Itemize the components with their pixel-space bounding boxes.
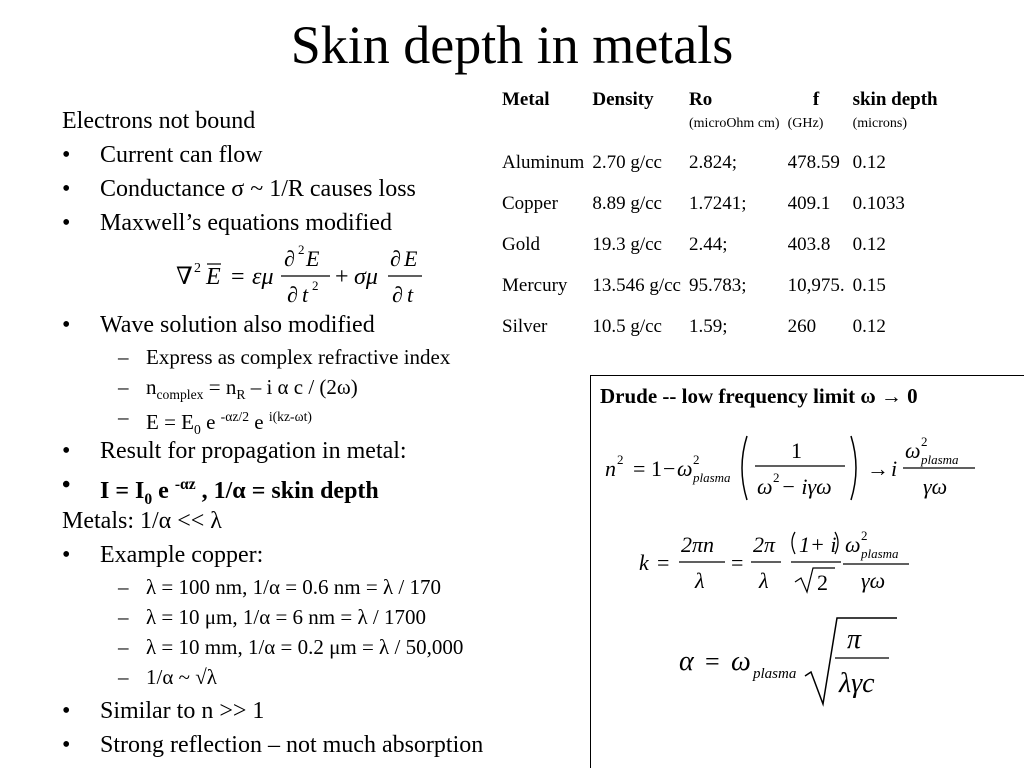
text-part: E = E	[146, 410, 194, 434]
bullet-marker: •	[62, 312, 71, 338]
eq-superscript: 2	[298, 242, 305, 257]
table-cell: 10.5 g/cc	[592, 315, 662, 337]
table-row	[498, 306, 942, 347]
drude-title: Drude -- low frequency limit ω → 0	[600, 384, 918, 408]
dash-marker: –	[118, 635, 129, 659]
text-part: – i α c / (2ω)	[245, 375, 358, 399]
eq-epsmu: εμ	[252, 264, 274, 290]
table-header: Density	[592, 89, 654, 110]
text-part: = n	[203, 375, 237, 399]
eq-superscript: 2	[617, 452, 624, 467]
eq-superscript: 2	[693, 452, 700, 467]
table-cell: 13.546 g/cc	[592, 274, 681, 296]
eq-sigmu: σμ	[354, 264, 378, 290]
text-part: n	[146, 375, 157, 399]
bullet-text: Current can flow	[100, 142, 263, 168]
sub-text: λ = 100 nm, 1/α = 0.6 nm = λ / 170	[146, 575, 441, 599]
eq-omega: ω	[845, 532, 861, 557]
sub-text: Express as complex refractive index	[146, 345, 451, 369]
eq-omega: ω	[905, 438, 921, 463]
table-header: Ro	[689, 89, 713, 110]
table-cell: 0.12	[852, 233, 886, 255]
table-cell: 1.7241;	[689, 192, 747, 214]
eq-equals: =	[731, 550, 744, 575]
table-header: skin depth	[852, 89, 938, 110]
eq-omega: ω	[731, 646, 751, 677]
eq-lambda-gamma-c: λγc	[839, 668, 875, 699]
table-cell: 2.824;	[689, 151, 738, 173]
metals-table	[498, 84, 942, 347]
metals-line: Metals: 1/α << λ	[62, 508, 222, 534]
dash-marker: –	[118, 345, 129, 369]
refractive-index-equation	[605, 428, 1005, 508]
bullet-marker: •	[62, 210, 71, 236]
eq-equals: =	[657, 550, 670, 575]
table-unit: (microOhm cm)	[689, 116, 780, 131]
eq-arrow: →	[867, 456, 889, 481]
dash-marker: –	[118, 575, 129, 599]
eq-equals: =	[633, 456, 646, 481]
eq-n: n	[605, 456, 616, 481]
bullet-marker: •	[62, 472, 71, 498]
eq-partial: ∂	[390, 246, 401, 271]
eq-lambda: λ	[759, 568, 769, 593]
text-part: , 1/α = skin depth	[195, 478, 379, 504]
dash-marker: –	[118, 605, 129, 629]
eq-k: k	[639, 550, 649, 575]
eq-subscript: plasma	[693, 470, 731, 485]
eq-lambda: λ	[695, 568, 705, 593]
eq-one-plus-i: 1+ i	[799, 532, 837, 557]
bullet-text: Similar to n >> 1	[100, 698, 265, 724]
table-cell: 403.8	[787, 233, 831, 255]
bullet-text: Result for propagation in metal:	[100, 438, 407, 464]
bullet-text: Maxwell’s equations modified	[100, 210, 392, 236]
text-part: e	[200, 410, 221, 434]
table-cell: 8.89 g/cc	[592, 192, 662, 214]
eq-numerator: 1	[791, 438, 802, 463]
eq-partial: ∂	[284, 246, 295, 271]
superscript: -αz/2	[220, 409, 250, 424]
table-unit	[498, 116, 588, 142]
eq-superscript: 2	[194, 261, 201, 276]
table-cell: 2.44;	[689, 233, 728, 255]
table-row	[498, 224, 942, 265]
table-header: f	[812, 89, 820, 110]
table-cell: 478.59	[787, 151, 840, 173]
bullet-marker: •	[62, 542, 71, 568]
subscript: 0	[194, 422, 201, 438]
eq-omega: ω	[677, 456, 693, 481]
eq-superscript: 2	[773, 470, 780, 485]
table-unit: (microns)	[852, 116, 908, 131]
intro-line: Electrons not bound	[62, 108, 256, 134]
table-cell: 1.59;	[689, 315, 728, 337]
eq-E: E	[306, 246, 320, 271]
drude-box	[590, 375, 1024, 768]
table-cell: 10,975.	[787, 274, 845, 296]
eq-numerator: 2πn	[681, 532, 715, 557]
table-row	[498, 183, 942, 224]
table-row	[498, 142, 942, 183]
bullet-marker: •	[62, 438, 71, 464]
table-cell: 0.12	[852, 315, 886, 337]
bullet-text: Wave solution also modified	[100, 312, 375, 338]
eq-E: E	[404, 246, 418, 271]
wavenumber-equation	[639, 526, 979, 606]
bullet-text: Conductance σ ~ 1/R causes loss	[100, 176, 416, 202]
bullet-marker: •	[62, 176, 71, 202]
maxwell-wave-equation	[172, 242, 492, 314]
eq-two: 2	[817, 570, 828, 595]
subscript: R	[236, 387, 246, 403]
eq-superscript: 2	[312, 278, 319, 293]
eq-t: t	[407, 282, 414, 307]
text-part: I = I	[100, 478, 145, 504]
bullet-marker: •	[62, 732, 71, 758]
table-unit	[588, 116, 685, 142]
table-cell: 2.70 g/cc	[592, 151, 662, 173]
bullet-text: Example copper:	[100, 542, 264, 568]
eq-equals: =	[705, 647, 720, 676]
eq-minus: −	[663, 456, 676, 481]
eq-denominator: − iγω	[781, 474, 832, 499]
slide-title: Skin depth in metals	[290, 15, 734, 75]
table-cell: Mercury	[502, 274, 568, 296]
eq-subscript: plasma	[861, 546, 899, 561]
eq-gamma-omega: γω	[861, 568, 886, 593]
eq-partial: ∂	[287, 282, 298, 307]
table-cell: 0.12	[852, 151, 886, 173]
dash-marker: –	[118, 665, 129, 689]
eq-subscript: plasma	[753, 666, 797, 682]
eq-numerator: 2π	[753, 532, 776, 557]
sub-text: λ = 10 mm, 1/α = 0.2 μm = λ / 50,000	[146, 635, 464, 659]
dash-marker: –	[118, 375, 129, 399]
sub-text: 1/α ~ √λ	[146, 665, 217, 689]
table-unit: (GHz)	[787, 116, 824, 131]
eq-omega: ω	[757, 474, 773, 499]
sub-text: λ = 10 μm, 1/α = 6 nm = λ / 1700	[146, 605, 426, 629]
text-part: e	[249, 410, 269, 434]
eq-plus: +	[335, 264, 349, 290]
table-header-row	[498, 84, 942, 116]
subscript: 0	[144, 490, 153, 508]
table-cell: 260	[787, 315, 817, 337]
bullet-text: Strong reflection – not much absorption	[100, 732, 484, 758]
table-cell: 95.783;	[689, 274, 747, 296]
eq-pi: π	[847, 624, 862, 655]
table-units-row	[498, 116, 942, 142]
eq-superscript: 2	[861, 528, 868, 543]
eq-partial: ∂	[392, 282, 403, 307]
table-cell: 0.1033	[852, 192, 905, 214]
dash-marker: –	[118, 405, 129, 429]
table-cell: 0.15	[852, 274, 886, 296]
attenuation-equation	[677, 612, 917, 712]
eq-nabla: ∇	[176, 264, 193, 290]
superscript: i(kz-ωt)	[268, 409, 312, 424]
eq-one: 1	[651, 456, 662, 481]
table-cell: 409.1	[787, 192, 831, 214]
eq-alpha: α	[679, 646, 694, 677]
eq-gamma-omega: γω	[923, 474, 948, 499]
eq-subscript: plasma	[921, 452, 959, 467]
table-cell: Aluminum	[502, 151, 585, 173]
bullet-marker: •	[62, 698, 71, 724]
table-cell: 19.3 g/cc	[592, 233, 662, 255]
eq-i: i	[891, 456, 898, 481]
table-row	[498, 265, 942, 306]
subscript: complex	[156, 387, 204, 403]
table-cell: Gold	[502, 233, 540, 255]
table-header: Metal	[502, 89, 550, 110]
eq-superscript: 2	[921, 434, 928, 449]
table-cell: Copper	[502, 192, 558, 214]
bullet-marker: •	[62, 142, 71, 168]
eq-equals: =	[231, 264, 245, 290]
text-part: e	[152, 478, 175, 504]
eq-t: t	[302, 282, 309, 307]
eq-E: E	[206, 264, 221, 290]
superscript: -αz	[174, 476, 196, 493]
table-cell: Silver	[502, 315, 548, 337]
